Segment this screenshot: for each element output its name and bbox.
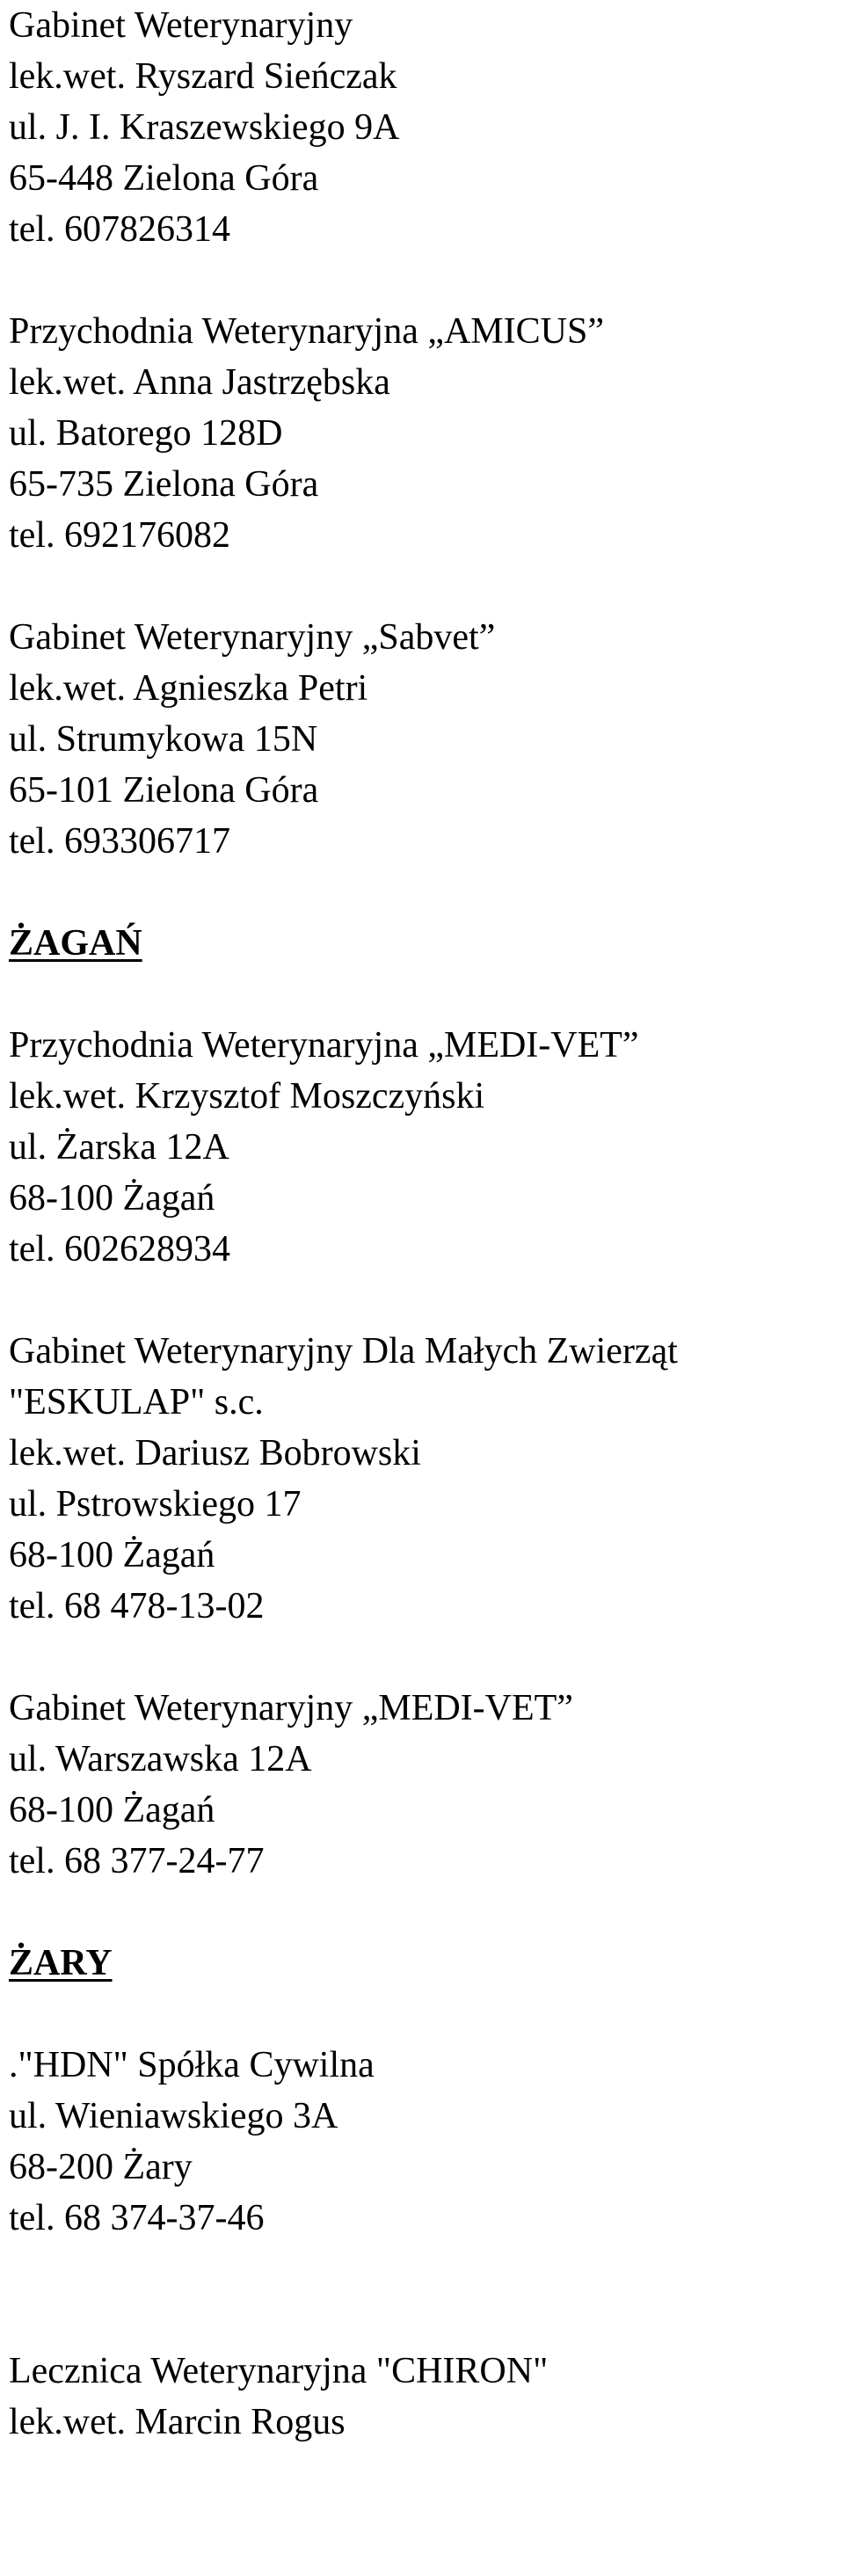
clinic-name: ."HDN" Spółka Cywilna [9, 2045, 375, 2085]
clinic-city: 68-100 Żagań [9, 1790, 215, 1830]
spacer [9, 561, 835, 612]
clinic-city: 65-101 Zielona Góra [9, 770, 319, 811]
clinic-street: ul. J. I. Kraszewskiego 9A [9, 107, 400, 148]
clinic-street: ul. Warszawska 12A [9, 1739, 312, 1779]
city-heading: ŻARY [9, 1943, 113, 1983]
clinic-name: Gabinet Weterynaryjny [9, 5, 353, 46]
clinic-street: ul. Pstrowskiego 17 [9, 1484, 302, 1524]
clinic-entry [9, 0, 835, 255]
spacer [9, 867, 835, 918]
spacer [9, 255, 835, 306]
clinic-entry [9, 1683, 835, 1887]
clinic-city: 68-100 Żagań [9, 1178, 215, 1219]
clinic-entry [9, 306, 835, 561]
clinic-vet: lek.wet. Ryszard Sieńczak [9, 56, 397, 97]
clinic-vet: lek.wet. Agnieszka Petri [9, 668, 368, 709]
clinic-street: ul. Batorego 128D [9, 413, 283, 454]
clinic-vet: lek.wet. Marcin Rogus [9, 2402, 346, 2442]
spacer [9, 1887, 835, 1938]
clinic-vet: lek.wet. Krzysztof Moszczyński [9, 1076, 485, 1117]
clinic-phone: tel. 692176082 [9, 515, 230, 556]
clinic-street: ul. Wieniawskiego 3A [9, 2096, 338, 2136]
clinic-entry [9, 612, 835, 867]
clinic-street: ul. Żarska 12A [9, 1127, 229, 1168]
document-page [9, 0, 835, 2448]
spacer [9, 1989, 835, 2040]
spacer [9, 1275, 835, 1326]
clinic-name: Gabinet Weterynaryjny Dla Małych Zwierząt [9, 1331, 678, 1372]
clinic-name: Gabinet Weterynaryjny „Sabvet” [9, 617, 496, 658]
clinic-vet: lek.wet. Dariusz Bobrowski [9, 1433, 421, 1474]
clinic-entry [9, 2346, 835, 2448]
clinic-name: Przychodnia Weterynaryjna „MEDI-VET” [9, 1025, 639, 1066]
clinic-phone: tel. 693306717 [9, 821, 230, 862]
clinic-vet: lek.wet. Anna Jastrzębska [9, 362, 390, 403]
clinic-name: Przychodnia Weterynaryjna „AMICUS” [9, 311, 604, 352]
clinic-name-cont: "ESKULAP" s.c. [9, 1382, 264, 1423]
clinic-city: 68-100 Żagań [9, 1535, 215, 1575]
clinic-phone: tel. 68 377-24-77 [9, 1841, 265, 1881]
city-heading: ŻAGAŃ [9, 923, 142, 964]
spacer [9, 1632, 835, 1683]
clinic-phone: tel. 607826314 [9, 209, 230, 250]
clinic-entry [9, 1020, 835, 1275]
clinic-city: 65-735 Zielona Góra [9, 464, 319, 505]
clinic-phone: tel. 602628934 [9, 1229, 230, 1270]
clinic-name: Gabinet Weterynaryjny „MEDI-VET” [9, 1688, 573, 1728]
clinic-phone: tel. 68 374-37-46 [9, 2198, 265, 2238]
clinic-phone: tel. 68 478-13-02 [9, 1586, 265, 1626]
spacer [9, 969, 835, 1020]
clinic-street: ul. Strumykowa 15N [9, 719, 318, 760]
clinic-name: Lecznica Weterynaryjna "CHIRON" [9, 2351, 549, 2391]
clinic-entry [9, 2040, 835, 2244]
clinic-city: 68-200 Żary [9, 2147, 193, 2187]
spacer [9, 2295, 835, 2346]
clinic-entry [9, 1326, 835, 1632]
spacer [9, 2244, 835, 2295]
clinic-city: 65-448 Zielona Góra [9, 158, 319, 199]
